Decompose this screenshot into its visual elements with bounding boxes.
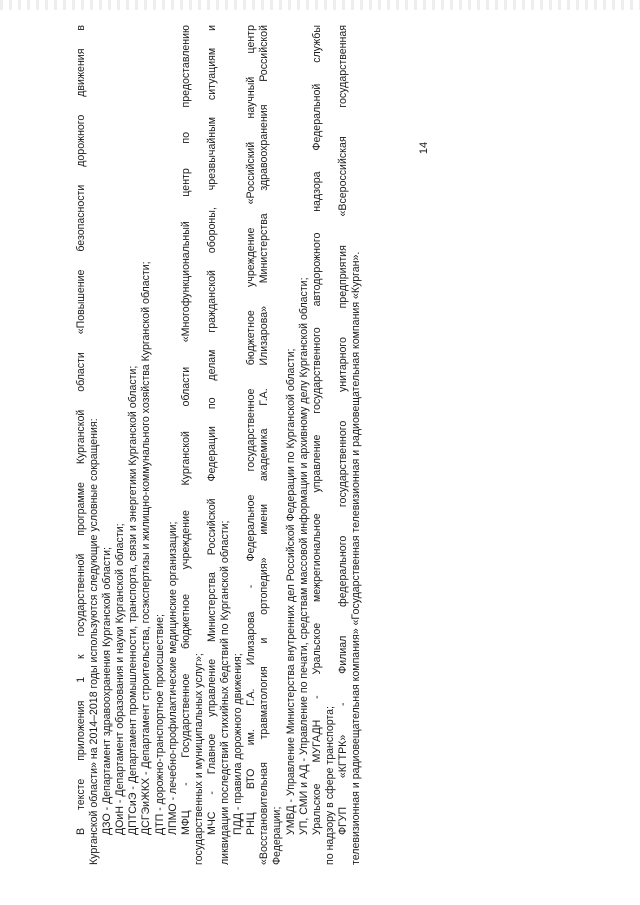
text-line: «Восстановительная травматология и ортопедия» имени академика Г.А. Илизарова» Министерства здравоохранения Российской [258,25,271,865]
text-line: ДТП - дорожно-транспортное происшествие; [153,614,166,835]
text-line: УМВД - Управление Министерства внутренних дел Российской Федерации по Курганской области; [284,348,297,835]
text-line: ПДД - правила дорожного движения; [232,653,245,835]
text-line: МФЦ - Государственное бюджетное учреждение Курганской области «Многофункциональный центр по предоставлению [179,25,192,835]
text-line: УП, СМИ и АД - Управление по печати, средствам массовой информации и архивному делу Курганской области; [297,277,310,835]
text-line: по надзору в сфере транспорта; [323,706,336,865]
scan-edge-artifact [0,0,640,10]
text-line: ДСГЭиЖКХ - Департамент строительства, госэкспертизы и жилищно-коммунального хозяйства Курганской области; [140,261,153,835]
text-line: ДОиН - Департамент образования и науки Курганской области; [114,523,127,835]
text-line: В тексте приложения 1 к государственной программе Курганской области «Повышение безопасности дорожного движения в [75,25,87,835]
text-line: телевизионная и радиовещательная компания» «Государственная телевизионная и радиовещательная компания «Курган». [349,251,362,865]
text-line: ДПТСиЭ - Департамент промышленности, транспорта, связи и энергетики Курганской области; [127,365,140,835]
rotated-text-block [75,25,395,865]
text-line: ДЗО - Департамент здравоохранения Курганской области; [101,547,114,835]
text-line: ФГУП «КГТРК» - Филиал федерального государственного унитарного предприятия «Всероссийская государственная [336,25,349,835]
page-number: 14 [418,141,430,155]
text-line: ликвидации последствий стихийных бедствий по Курганской области; [219,520,232,865]
text-line: ЛПМО - лечебно-профилактические медицинские организации; [166,521,179,835]
text-line: Курганской области» на 2014–2018 годы используются следующие условные сокращения: [88,418,101,865]
text-line: Федерации; [271,806,284,865]
text-line: МЧС - Главное управление Министерства Российской Федерации по делам гражданской обороны, чрезвычайным ситуациям и [205,25,218,835]
text-line: Уральское МУГАДН - Уральское межрегиональное управление государственного автодорожного надзора Федеральной службы [310,25,323,835]
text-line: РНЦ ВТО им. Г.А. Илизарова - Федеральное государственное бюджетное учреждение «Российский научный центр [245,25,258,835]
text-line: государственных и муниципальных услуг»; [192,653,205,865]
